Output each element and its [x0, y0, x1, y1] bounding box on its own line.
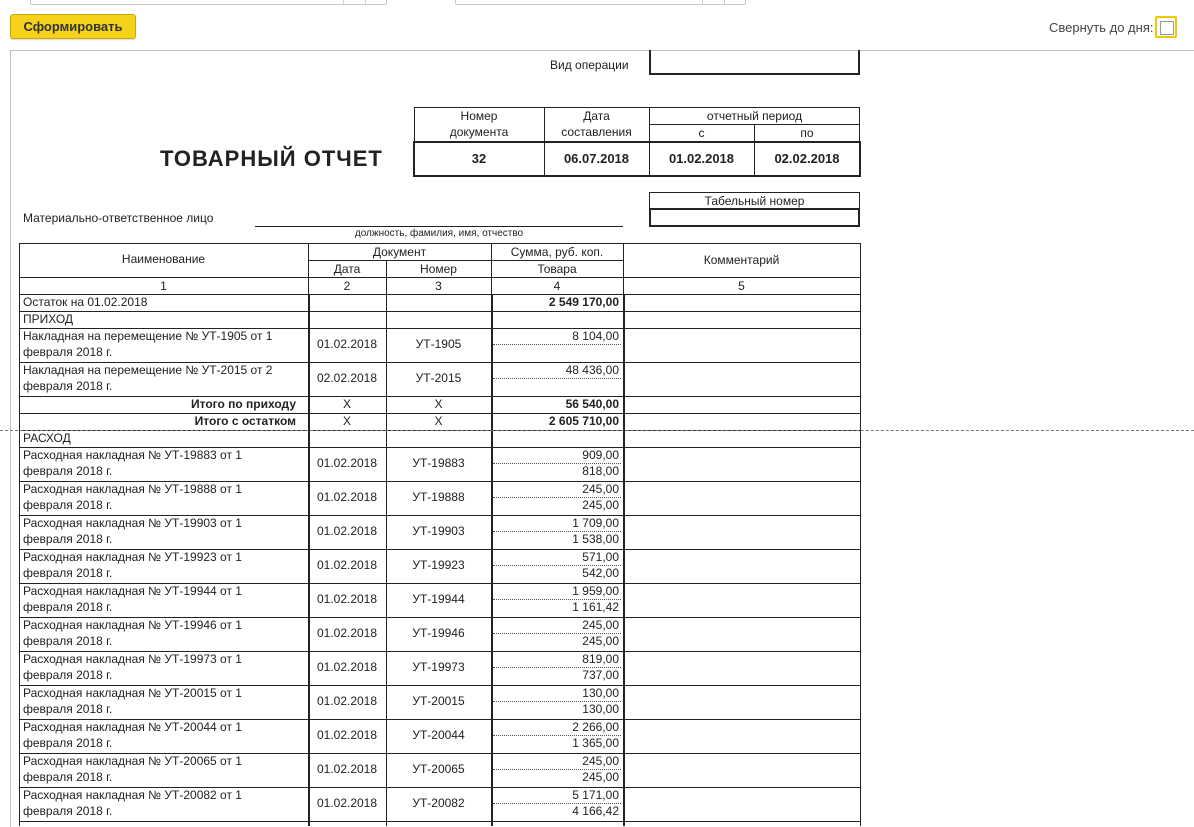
expense-row-name-line1: Расходная накладная № УТ-20082 от 1 — [23, 788, 242, 802]
expense-row-name-line2: февраля 2018 г. — [23, 804, 113, 818]
expense-row-sum2: 1 538,00 — [572, 532, 619, 546]
tab-number-label: Табельный номер — [704, 194, 805, 208]
expense-row-sum1: 1 709,00 — [572, 516, 619, 530]
doc-number-header-1: Номер — [460, 109, 498, 123]
expense-row-name-line2: февраля 2018 г. — [23, 702, 113, 716]
expense-row-date: 01.02.2018 — [316, 524, 378, 538]
expense-row-sum1: 819,00 — [582, 652, 619, 666]
expense-row-date: 01.02.2018 — [316, 796, 378, 810]
expense-row-number: УТ-20082 — [412, 796, 465, 810]
expense-row-name-line1: Расходная накладная № УТ-19888 от 1 — [23, 482, 242, 496]
expense-row-number: УТ-19903 — [412, 524, 465, 538]
expense-row-sum2: 245,00 — [582, 634, 619, 648]
expense-row-name-line2: февраля 2018 г. — [23, 736, 113, 750]
expense-row-number: УТ-19946 — [412, 626, 465, 640]
expense-row-number: УТ-19944 — [412, 592, 465, 606]
expense-row-number: УТ-20044 — [412, 728, 465, 742]
total-with-balance-x2: X — [434, 414, 443, 428]
expense-row-name-line2: февраля 2018 г. — [23, 566, 113, 580]
expense-row-date: 01.02.2018 — [316, 694, 378, 708]
income-total-x1: X — [342, 397, 351, 411]
expense-row-name-line2: февраля 2018 г. — [23, 770, 113, 784]
income-row-sum: 8 104,00 — [572, 329, 619, 343]
income-total-label: Итого по приходу — [190, 397, 296, 411]
expense-row-name-line2: февраля 2018 г. — [23, 668, 113, 682]
expense-row-date: 01.02.2018 — [316, 762, 378, 776]
tab-number-value — [649, 208, 860, 227]
column-header-goods: Товара — [537, 262, 577, 276]
income-row-number: УТ-2015 — [415, 371, 462, 385]
top-field-right[interactable] — [455, 0, 746, 5]
responsible-caption: должность, фамилия, имя, отчество — [354, 228, 524, 239]
income-row-name-line1: Накладная на перемещение № УТ-2015 от 2 — [23, 363, 273, 377]
income-row-date: 01.02.2018 — [316, 337, 378, 351]
period-to-label: по — [800, 126, 814, 140]
expense-row-date: 01.02.2018 — [316, 558, 378, 572]
expense-row-sum1: 245,00 — [582, 754, 619, 768]
column-index-4: 4 — [553, 279, 561, 293]
expense-row-number: УТ-19973 — [412, 660, 465, 674]
date-header-1: Дата — [583, 109, 610, 123]
top-field-left[interactable] — [30, 0, 387, 5]
expense-row-name-line2: февраля 2018 г. — [23, 634, 113, 648]
operation-label: Вид операции — [550, 58, 629, 72]
period-to-value: 02.02.2018 — [774, 151, 840, 166]
expense-row-number: УТ-20065 — [412, 762, 465, 776]
total-with-balance-label: Итого с остатком — [194, 414, 296, 428]
income-total-x2: X — [434, 397, 443, 411]
page-break-line — [0, 430, 1194, 431]
expense-row-name-line2: февраля 2018 г. — [23, 532, 113, 546]
operation-value — [649, 50, 860, 75]
column-header-name: Наименование — [121, 252, 206, 266]
expense-row-sum2: 542,00 — [582, 566, 619, 580]
total-with-balance-sum: 2 605 710,00 — [548, 414, 619, 428]
column-index-3: 3 — [435, 279, 442, 293]
period-from-label: с — [698, 126, 705, 140]
expense-row-sum2: 737,00 — [582, 668, 619, 682]
doc-number-value: 32 — [471, 151, 487, 166]
expense-row-name-line2: февраля 2018 г. — [23, 464, 113, 478]
expense-row-sum1: 1 959,00 — [572, 584, 619, 598]
field-select-icon[interactable] — [724, 0, 745, 4]
total-with-balance-x1: X — [342, 414, 351, 428]
field-clear-icon[interactable] — [702, 0, 723, 4]
opening-balance-label: Остаток на 01.02.2018 — [23, 295, 148, 309]
expense-row-sum1: 130,00 — [582, 686, 619, 700]
expense-row-name-line1: Расходная накладная № УТ-20065 от 1 — [23, 754, 242, 768]
column-header-date: Дата — [333, 262, 361, 276]
income-section-label: ПРИХОД — [23, 312, 74, 326]
expense-row-number: УТ-19888 — [412, 490, 465, 504]
expense-row-sum1: 2 266,00 — [572, 720, 619, 734]
expense-row-sum2: 1 365,00 — [572, 736, 619, 750]
expense-section-label: РАСХОД — [23, 431, 71, 445]
column-index-1: 1 — [160, 279, 167, 293]
responsible-label: Материально-ответственное лицо — [23, 211, 214, 225]
expense-row-sum1: 5 171,00 — [572, 788, 619, 802]
expense-row-number: УТ-19883 — [412, 456, 465, 470]
column-index-5: 5 — [738, 279, 745, 293]
column-header-document: Документ — [372, 245, 427, 259]
column-header-sum: Сумма, руб. коп. — [510, 245, 604, 259]
expense-row-date: 01.02.2018 — [316, 728, 378, 742]
expense-row-name-line1: Расходная накладная № УТ-19883 от 1 — [23, 448, 242, 462]
expense-row-name-line1: Расходная накладная № УТ-19903 от 1 — [23, 516, 242, 530]
collapse-to-day-checkbox[interactable] — [1155, 16, 1177, 38]
income-total-sum: 56 540,00 — [565, 397, 619, 411]
expense-row-date: 01.02.2018 — [316, 490, 378, 504]
expense-row-sum2: 130,00 — [582, 702, 619, 716]
expense-row-name-line1: Расходная накладная № УТ-20044 от 1 — [23, 720, 242, 734]
collapse-to-day-label: Свернуть до дня: — [1049, 20, 1154, 35]
expense-row-name-line1: Расходная накладная № УТ-20015 от 1 — [23, 686, 242, 700]
column-header-comment: Комментарий — [703, 253, 780, 267]
field-clear-icon[interactable] — [343, 0, 364, 4]
income-row-name-line2: февраля 2018 г. — [23, 379, 113, 393]
expense-row-sum2: 1 161,42 — [572, 600, 619, 614]
expense-row-sum1: 571,00 — [582, 550, 619, 564]
expense-row-date: 01.02.2018 — [316, 660, 378, 674]
expense-row-date: 01.02.2018 — [316, 592, 378, 606]
opening-balance-sum: 2 549 170,00 — [548, 295, 619, 309]
expense-row-number: УТ-20015 — [412, 694, 465, 708]
income-row-name-line2: февраля 2018 г. — [23, 345, 113, 359]
income-row-number: УТ-1905 — [415, 337, 462, 351]
income-row-name-line1: Накладная на перемещение № УТ-1905 от 1 — [23, 329, 273, 343]
period-header: отчетный период — [706, 109, 803, 123]
field-select-icon[interactable] — [365, 0, 386, 4]
income-row-sum: 48 436,00 — [565, 363, 619, 377]
expense-row-date: 01.02.2018 — [316, 626, 378, 640]
expense-row-name-line2: февраля 2018 г. — [23, 600, 113, 614]
expense-row-name-line1: Расходная накладная № УТ-19923 от 1 — [23, 550, 242, 564]
expense-row-sum2: 4 166,42 — [572, 804, 619, 818]
expense-row-name-line2: февраля 2018 г. — [23, 498, 113, 512]
expense-row-date: 01.02.2018 — [316, 456, 378, 470]
expense-row-name-line1: Расходная накладная № УТ-19944 от 1 — [23, 584, 242, 598]
column-index-2: 2 — [343, 279, 351, 293]
column-header-number: Номер — [420, 262, 457, 276]
report-title: ТОВАРНЫЙ ОТЧЕТ — [160, 146, 383, 171]
doc-number-header-2: документа — [449, 125, 509, 139]
expense-row-name-line1: Расходная накладная № УТ-19946 от 1 — [23, 618, 242, 632]
expense-row-sum2: 245,00 — [582, 498, 619, 512]
expense-row-name-line1: Расходная накладная № УТ-19973 от 1 — [23, 652, 242, 666]
period-from-value: 01.02.2018 — [668, 151, 735, 166]
generate-button[interactable]: Сформировать — [10, 14, 136, 39]
doc-date-value: 06.07.2018 — [563, 151, 630, 166]
expense-row-sum1: 245,00 — [582, 618, 619, 632]
income-row-date: 02.02.2018 — [316, 371, 378, 385]
expense-row-sum1: 909,00 — [582, 448, 619, 462]
expense-row-number: УТ-19923 — [412, 558, 465, 572]
date-header-2: составления — [561, 125, 632, 139]
expense-row-sum2: 818,00 — [582, 464, 619, 478]
expense-row-sum1: 245,00 — [582, 482, 619, 496]
expense-row-sum2: 245,00 — [582, 770, 619, 784]
